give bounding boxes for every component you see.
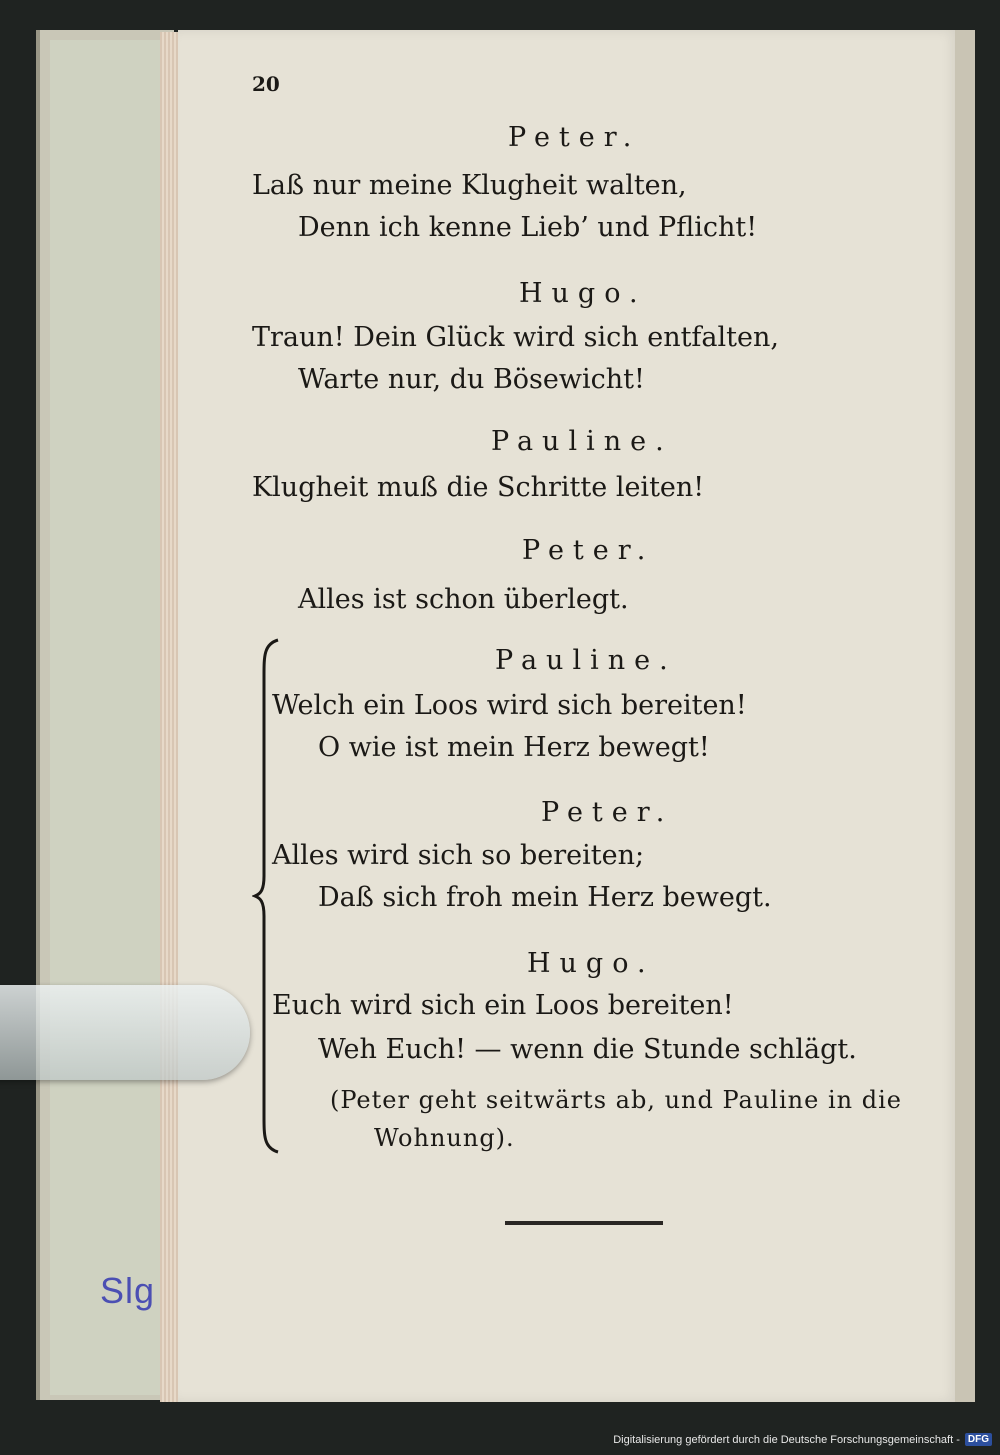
speaker-peter-1: Peter. — [508, 122, 641, 153]
verse-line: Welch ein Loos wird sich bereiten! — [272, 690, 747, 721]
verse-line: Warte nur, du Bösewicht! — [298, 364, 645, 395]
page-number: 20 — [252, 72, 280, 96]
speaker-pauline-2: Pauline. — [495, 645, 677, 676]
page-gutter — [955, 30, 975, 1402]
speaker-hugo-1: Hugo. — [519, 278, 647, 309]
verse-line: Traun! Dein Glück wird sich entfalten, — [252, 322, 779, 353]
page-holder-clip — [0, 985, 250, 1080]
stage-direction: Wohnung). — [374, 1124, 515, 1152]
speaker-hugo-2: Hugo. — [527, 948, 655, 979]
verse-line: Daß sich froh mein Herz bewegt. — [318, 882, 772, 913]
verse-line: Euch wird sich ein Loos bereiten! — [272, 990, 734, 1021]
library-stamp: Slg — [100, 1270, 156, 1311]
dfg-logo: DFG — [965, 1433, 992, 1446]
speaker-peter-3: Peter. — [541, 797, 674, 828]
end-rule — [505, 1221, 663, 1225]
speaker-peter-2: Peter. — [522, 535, 655, 566]
footer-text: Digitalisierung gefördert durch die Deutsche Forschungsgemeinschaft - — [613, 1433, 960, 1446]
verse-line: Alles ist schon überlegt. — [298, 584, 629, 615]
page-edge — [160, 32, 180, 1402]
stage-direction: (Peter geht seitwärts ab, und Pauline in die — [330, 1086, 902, 1114]
funding-footer — [613, 1433, 992, 1446]
speaker-pauline-1: Pauline. — [491, 426, 673, 457]
verse-line: Denn ich kenne Lieb’ und Pflicht! — [298, 212, 758, 243]
cover-strip — [50, 40, 162, 1395]
verse-line: Laß nur meine Klugheit walten, — [252, 170, 687, 201]
verse-line: Weh Euch! — wenn die Stunde schlägt. — [318, 1034, 857, 1065]
verse-line: O wie ist mein Herz bewegt! — [318, 732, 710, 763]
verse-line: Alles wird sich so bereiten; — [272, 840, 645, 871]
verse-line: Klugheit muß die Schritte leiten! — [252, 472, 705, 503]
